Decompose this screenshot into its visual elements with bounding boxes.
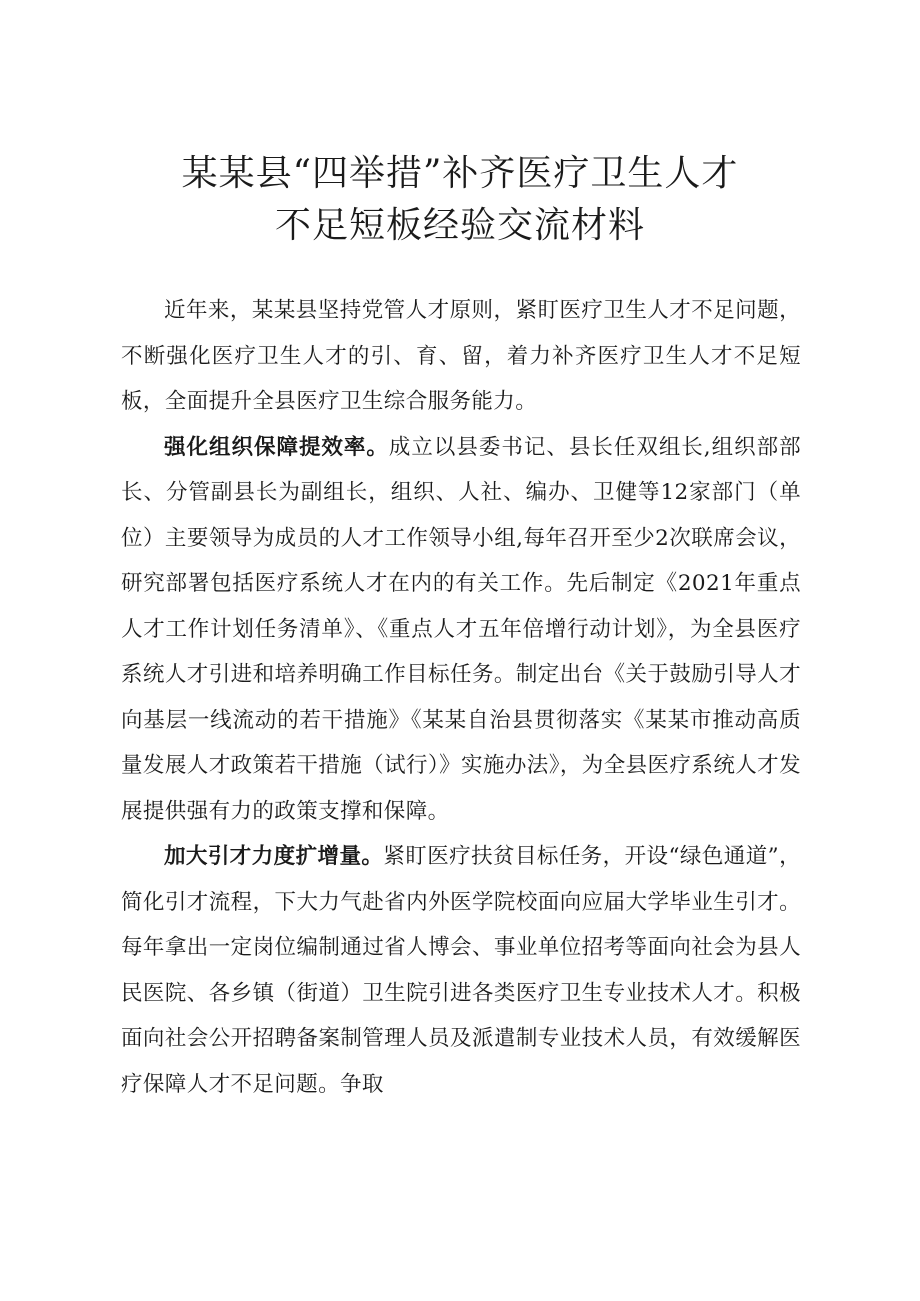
paragraph-lead: 加大引才力度扩增量。 xyxy=(164,844,384,869)
title-line-1: 某某县“四举措”补齐医疗卫生人才 xyxy=(181,153,739,194)
paragraph-organization xyxy=(121,425,801,835)
paragraph-recruitment xyxy=(121,834,801,1107)
title-line-2: 不足短板经验交流材料 xyxy=(274,205,645,246)
paragraph-intro xyxy=(121,288,801,425)
document-body xyxy=(121,288,801,1107)
paragraph-lead: 强化组织保障提效率。 xyxy=(164,434,389,460)
paragraph-text: 成立以县委书记、县长任双组长,组织部部长、分管副县长为副组长，组织、人社、编办、卫健等12家部门（单位）主要领导为成员的人才工作领导小组,每年召开至少2次联席会议，研究部署包括医疗系统人才在内的有关工作。先后制定《2021年重点人才工作计划任务清单》、《重点人才五年倍增行动计划》，为全县医疗系统人才引进和培养明确工作目标任务。制定出台《关于鼓励引导人才向基层一线流动的若干措施》《某某自治县贯彻落实《某某市推动高质量发展人才政策若干措施（试行）》实施办法》，为全县医疗系统人才发展提供强有力的政策支撑和保障。 xyxy=(121,434,801,824)
paragraph-text: 近年来，某某县坚持党管人才原则，紧盯医疗卫生人才不足问题，不断强化医疗卫生人才的引、育、留，着力补齐医疗卫生人才不足短板，全面提升全县医疗卫生综合服务能力。 xyxy=(121,298,801,414)
paragraph-text: 紧盯医疗扶贫目标任务，开设“绿色通道”，简化引才流程，下大力气赴省内外医学院校面向应届大学毕业生引才。每年拿出一定岗位编制通过省人博会、事业单位招考等面向社会为县人民医院、各乡镇（街道）卫生院引进各类医疗卫生专业技术人才。积极面向社会公开招聘备案制管理人员及派遣制专业技术人员，有效缓解医疗保障人才不足问题。争取 xyxy=(121,844,801,1097)
document-title xyxy=(120,148,800,252)
